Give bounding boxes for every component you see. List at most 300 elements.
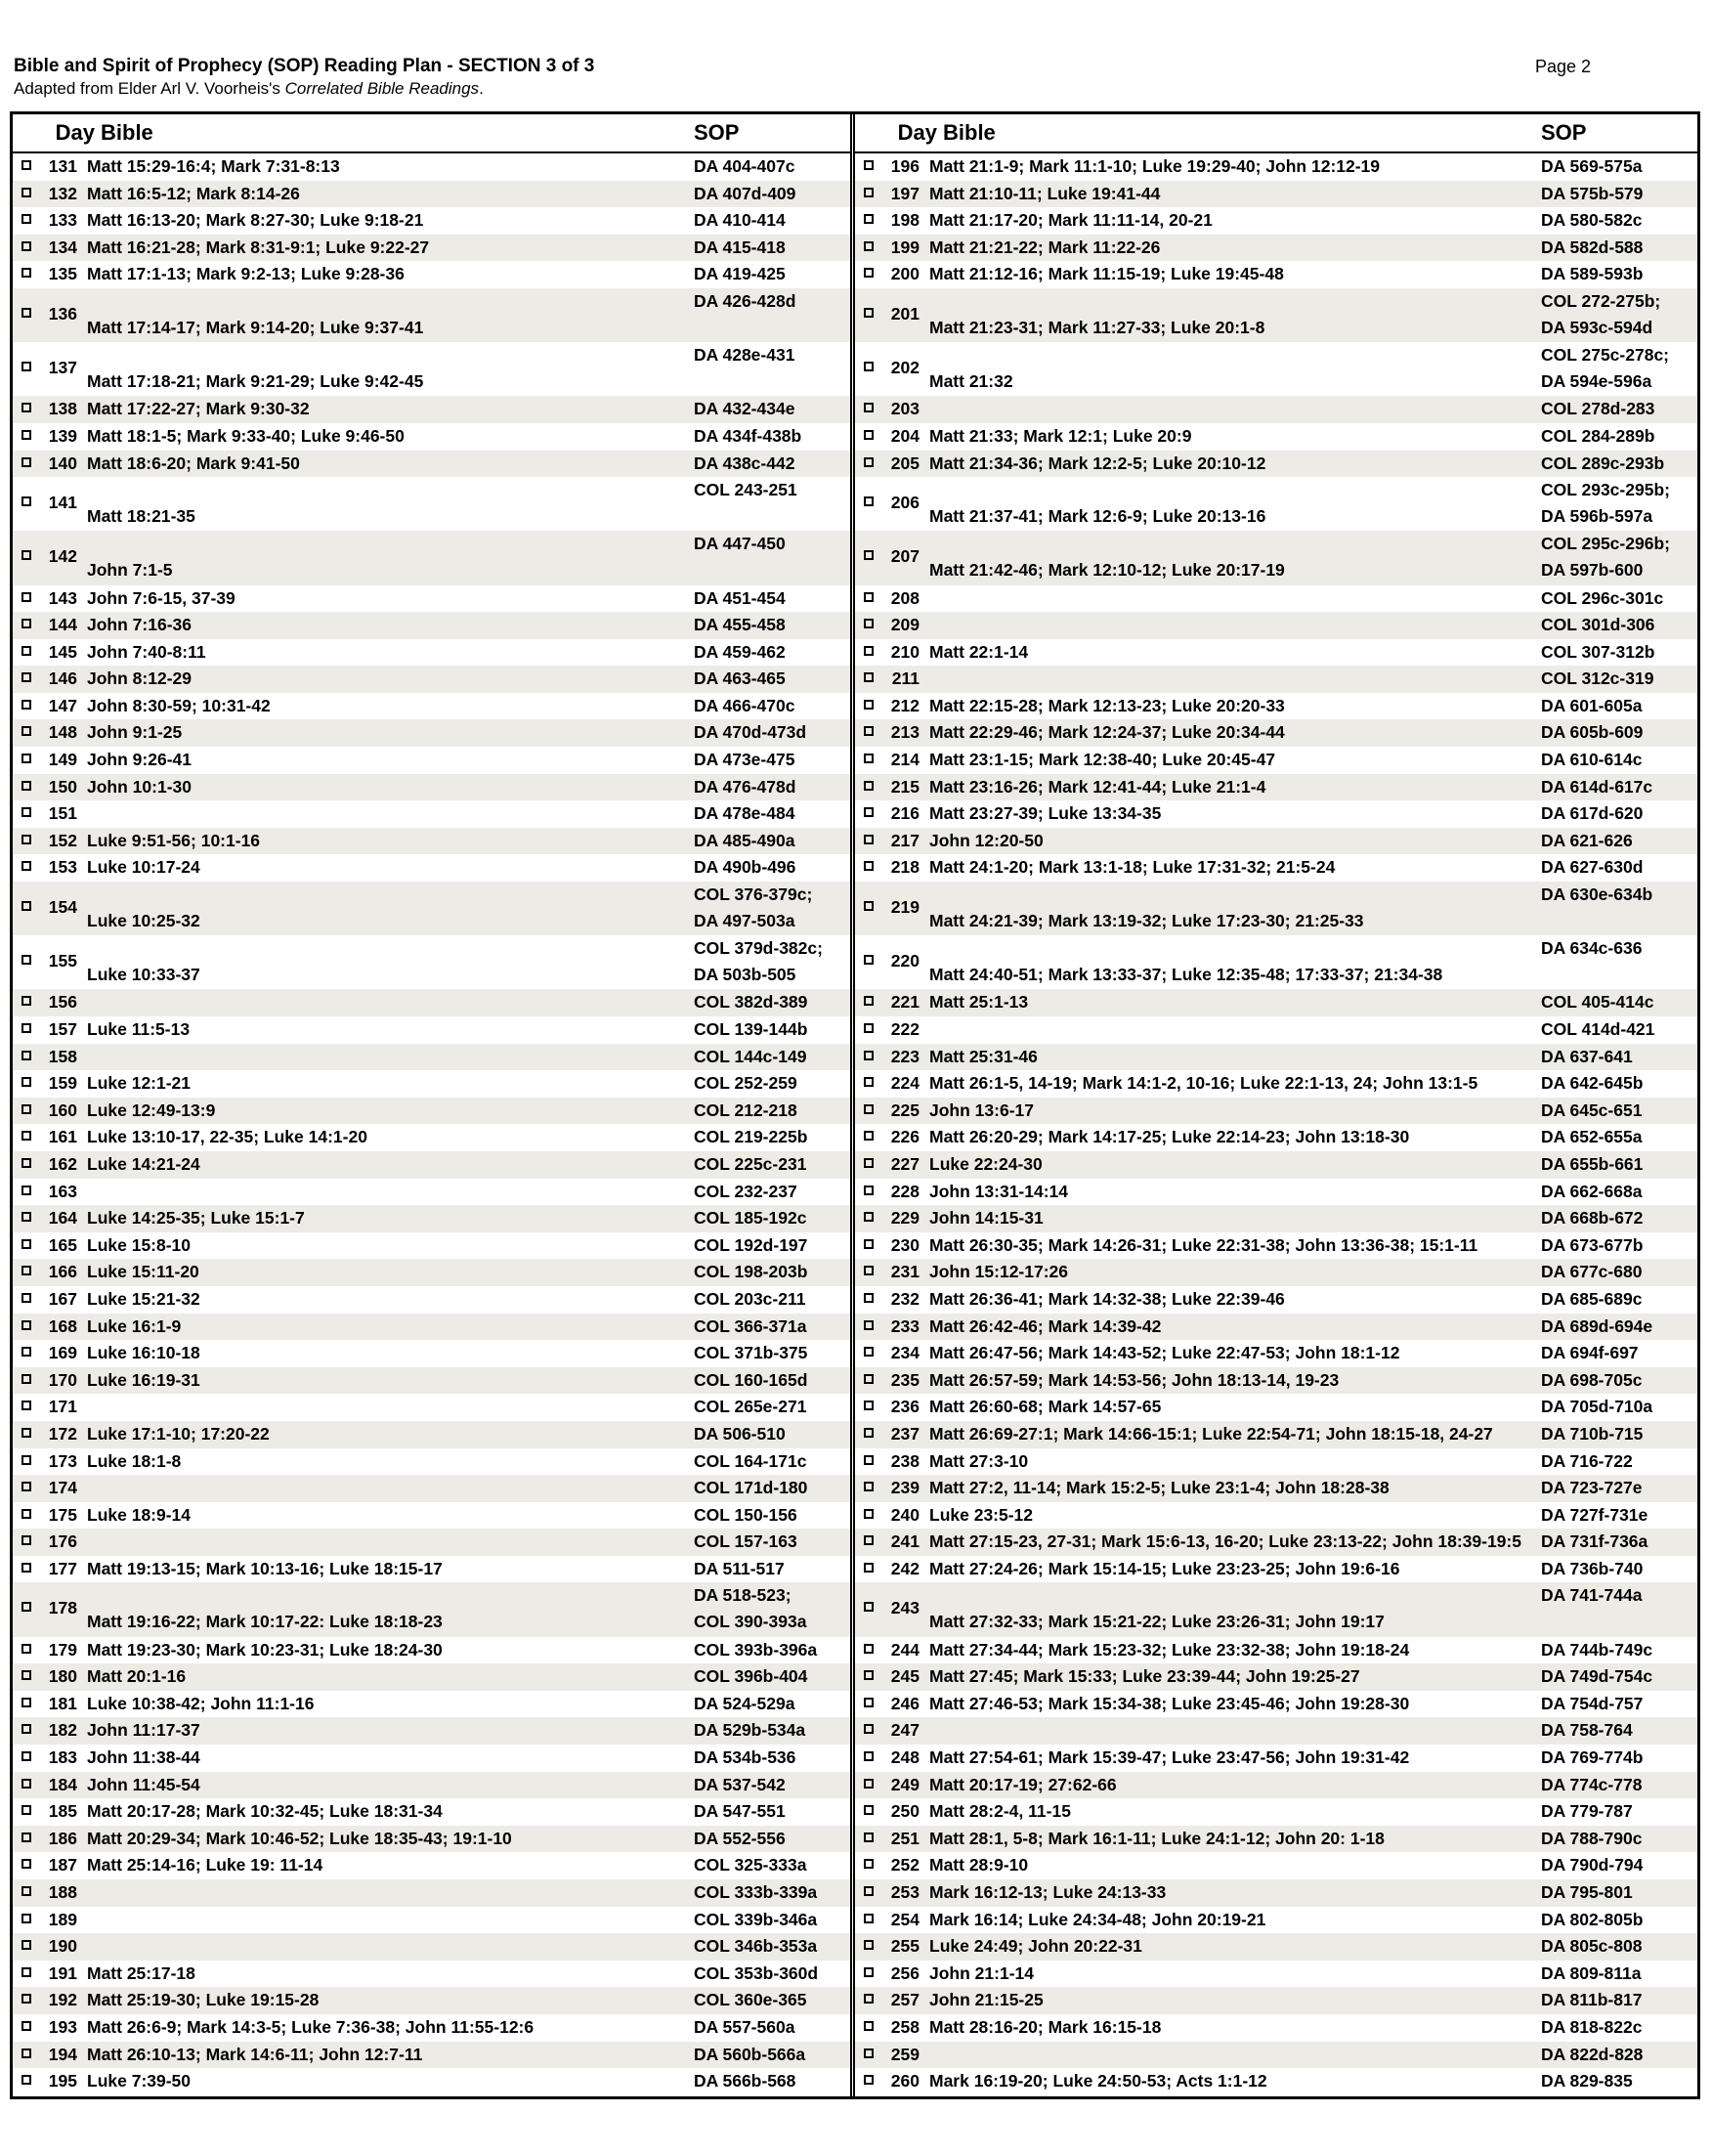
checkbox[interactable] bbox=[13, 1286, 38, 1314]
checkbox[interactable] bbox=[855, 1340, 880, 1367]
day-number: 154 bbox=[48, 897, 77, 918]
checkbox[interactable] bbox=[855, 2068, 880, 2095]
bible-reading: Matt 24:40-51; Mark 13:33-37; Luke 12:35-48; 17:33-37; 21:34-38 bbox=[929, 965, 1443, 985]
checkbox-icon bbox=[21, 861, 31, 871]
checkbox[interactable] bbox=[13, 1663, 38, 1691]
checkbox[interactable] bbox=[13, 828, 38, 855]
checkbox[interactable] bbox=[855, 774, 880, 801]
day-number: 219 bbox=[890, 897, 920, 918]
checkbox-icon bbox=[864, 2048, 874, 2058]
sop-reading: COL 414d-421 bbox=[1541, 1019, 1655, 1039]
checkbox-icon bbox=[864, 1455, 874, 1465]
checkbox[interactable] bbox=[855, 719, 880, 747]
day-number: 213 bbox=[890, 722, 920, 743]
checkbox[interactable] bbox=[855, 989, 880, 1016]
sop-reading: COL 382d-389 bbox=[694, 992, 808, 1013]
checkbox-icon bbox=[21, 1833, 31, 1842]
checkbox[interactable] bbox=[855, 1044, 880, 1071]
checkbox[interactable] bbox=[855, 477, 880, 531]
day-number: 252 bbox=[890, 1855, 920, 1876]
checkbox[interactable] bbox=[13, 451, 38, 478]
checkbox[interactable] bbox=[13, 666, 38, 693]
checkbox[interactable] bbox=[13, 1179, 38, 1206]
checkbox[interactable] bbox=[13, 1070, 38, 1098]
checkbox-icon bbox=[864, 241, 874, 251]
checkbox-icon bbox=[864, 2075, 874, 2085]
table-row bbox=[13, 1745, 850, 1772]
day-number: 200 bbox=[890, 264, 920, 284]
checkbox[interactable] bbox=[855, 342, 880, 396]
checkbox-icon bbox=[21, 1535, 31, 1545]
checkbox[interactable] bbox=[855, 1151, 880, 1179]
checkbox[interactable] bbox=[13, 1340, 38, 1367]
checkbox-icon bbox=[21, 1347, 31, 1357]
checkbox-icon bbox=[21, 2021, 31, 2031]
checkbox[interactable] bbox=[13, 1907, 38, 1934]
sop-reading: COL 203c-211 bbox=[694, 1288, 806, 1309]
right-column bbox=[855, 114, 1697, 2096]
checkbox[interactable] bbox=[13, 235, 38, 262]
checkbox[interactable] bbox=[13, 1933, 38, 1961]
checkbox[interactable] bbox=[13, 612, 38, 639]
table-row bbox=[13, 1044, 850, 1071]
checkbox[interactable] bbox=[13, 2068, 38, 2095]
checkbox[interactable] bbox=[855, 666, 880, 693]
checkbox[interactable] bbox=[855, 1098, 880, 1125]
checkbox[interactable] bbox=[13, 423, 38, 451]
table-row bbox=[855, 288, 1697, 342]
table-row bbox=[855, 585, 1697, 613]
table-row bbox=[855, 2068, 1697, 2095]
day-number: 135 bbox=[48, 264, 77, 284]
day-number: 151 bbox=[48, 803, 77, 824]
checkbox[interactable] bbox=[13, 1232, 38, 1260]
checkbox[interactable] bbox=[855, 1367, 880, 1395]
checkbox[interactable] bbox=[13, 1826, 38, 1853]
checkbox[interactable] bbox=[855, 1772, 880, 1799]
sop-reading: DA 447-450 bbox=[694, 534, 786, 554]
checkbox[interactable] bbox=[855, 1852, 880, 1879]
bible-reading: Matt 22:1-14 bbox=[929, 641, 1029, 662]
checkbox[interactable] bbox=[13, 181, 38, 208]
sop-reading: DA 485-490a bbox=[694, 830, 795, 850]
checkbox[interactable] bbox=[13, 1717, 38, 1745]
day-number: 208 bbox=[890, 587, 920, 608]
sop-reading: COL 284-289b bbox=[1541, 425, 1655, 446]
checkbox-icon bbox=[864, 457, 874, 467]
checkbox-icon bbox=[21, 1023, 31, 1033]
checkbox[interactable] bbox=[13, 1314, 38, 1341]
checkbox[interactable] bbox=[855, 2042, 880, 2069]
sop-reading: COL 198-203b bbox=[694, 1262, 808, 1282]
checkbox[interactable] bbox=[855, 1582, 880, 1636]
checkbox[interactable] bbox=[13, 1556, 38, 1583]
checkbox-icon bbox=[21, 1914, 31, 1923]
table-row bbox=[855, 1044, 1697, 1071]
day-number: 211 bbox=[891, 668, 920, 689]
checkbox[interactable] bbox=[855, 1016, 880, 1044]
day-number: 173 bbox=[48, 1450, 77, 1471]
bible-reading: Matt 24:1-20; Mark 13:1-18; Luke 17:31-32; 21:5-24 bbox=[929, 857, 1336, 878]
sop-reading: DA 463-465 bbox=[694, 668, 786, 689]
table-row bbox=[855, 1340, 1697, 1367]
checkbox[interactable] bbox=[13, 1582, 38, 1636]
table-row bbox=[855, 1070, 1697, 1098]
table-row bbox=[13, 1961, 850, 1988]
checkbox[interactable] bbox=[855, 423, 880, 451]
checkbox[interactable] bbox=[855, 1637, 880, 1664]
table-row bbox=[13, 1987, 850, 2014]
bible-reading bbox=[87, 1394, 694, 1421]
checkbox[interactable] bbox=[13, 1798, 38, 1826]
day-number: 165 bbox=[48, 1234, 77, 1255]
sop-header: SOP bbox=[694, 120, 740, 145]
day-number: 258 bbox=[890, 2016, 920, 2037]
checkbox-icon bbox=[21, 726, 31, 736]
checkbox-icon bbox=[21, 268, 31, 278]
sop-reading: DA 426-428d bbox=[694, 290, 796, 311]
checkbox-icon bbox=[864, 726, 874, 736]
day-number: 198 bbox=[890, 210, 920, 231]
table-row bbox=[13, 235, 850, 262]
day-number: 218 bbox=[890, 857, 920, 878]
checkbox[interactable] bbox=[855, 235, 880, 262]
checkbox[interactable] bbox=[13, 396, 38, 423]
day-number: 183 bbox=[48, 1747, 77, 1768]
checkbox[interactable] bbox=[855, 1259, 880, 1286]
checkbox[interactable] bbox=[855, 828, 880, 855]
checkbox[interactable] bbox=[855, 1691, 880, 1718]
bible-reading: Luke 12:1-21 bbox=[87, 1073, 192, 1094]
table-row bbox=[13, 1098, 850, 1125]
checkbox[interactable] bbox=[855, 1556, 880, 1583]
checkbox[interactable] bbox=[855, 935, 880, 989]
checkbox[interactable] bbox=[13, 585, 38, 613]
sop-reading: DA 627-630d bbox=[1541, 857, 1644, 878]
checkbox[interactable] bbox=[13, 1259, 38, 1286]
checkbox[interactable] bbox=[13, 1745, 38, 1772]
checkbox[interactable] bbox=[13, 1421, 38, 1448]
bible-reading: Matt 27:32-33; Mark 15:21-22; Luke 23:26-31; John 19:17 bbox=[929, 1612, 1385, 1632]
checkbox[interactable] bbox=[13, 1961, 38, 1988]
day-number: 146 bbox=[48, 668, 77, 689]
table-row bbox=[855, 1582, 1697, 1636]
checkbox[interactable] bbox=[855, 1314, 880, 1341]
checkbox[interactable] bbox=[855, 800, 880, 828]
table-row bbox=[855, 935, 1697, 989]
bible-reading: Matt 26:20-29; Mark 14:17-25; Luke 22:14-23; John 13:18-30 bbox=[929, 1127, 1410, 1147]
checkbox[interactable] bbox=[855, 693, 880, 720]
checkbox-icon bbox=[21, 1104, 31, 1114]
checkbox-icon bbox=[864, 1859, 874, 1869]
table-row bbox=[13, 1663, 850, 1691]
bible-reading: Matt 27:54-61; Mark 15:39-47; Luke 23:47-56; John 19:31-42 bbox=[929, 1747, 1410, 1768]
bible-reading: Matt 21:34-36; Mark 12:2-5; Luke 20:10-12 bbox=[929, 453, 1266, 473]
bible-reading: Matt 27:3-10 bbox=[929, 1450, 1029, 1471]
sop-reading: DA 774c-778 bbox=[1541, 1774, 1643, 1794]
checkbox[interactable] bbox=[13, 1394, 38, 1421]
checkbox[interactable] bbox=[855, 1529, 880, 1556]
sop-reading: DA 673-677b bbox=[1541, 1234, 1644, 1255]
bible-reading: Matt 22:15-28; Mark 12:13-23; Luke 20:20-33 bbox=[929, 695, 1285, 715]
day-number: 243 bbox=[890, 1598, 920, 1618]
sop-reading: DA 645c-651 bbox=[1541, 1100, 1643, 1120]
bible-reading: Luke 13:10-17, 22-35; Luke 14:1-20 bbox=[87, 1127, 367, 1147]
checkbox[interactable] bbox=[855, 396, 880, 423]
checkbox[interactable] bbox=[855, 1826, 880, 1853]
day-number: 133 bbox=[48, 210, 77, 231]
day-number: 197 bbox=[890, 183, 920, 203]
table-row bbox=[855, 1798, 1697, 1826]
table-row bbox=[13, 1448, 850, 1476]
checkbox[interactable] bbox=[13, 1691, 38, 1718]
checkbox-icon bbox=[21, 1455, 31, 1465]
day-number: 225 bbox=[890, 1100, 920, 1120]
day-number: 159 bbox=[48, 1073, 77, 1094]
checkbox[interactable] bbox=[855, 882, 880, 935]
sop-reading: DA 529b-534a bbox=[694, 1720, 806, 1741]
checkbox[interactable] bbox=[13, 989, 38, 1016]
sop-reading: DA 818-822c bbox=[1541, 2016, 1643, 2037]
bible-reading: John 7:1-5 bbox=[87, 560, 173, 581]
checkbox[interactable] bbox=[855, 531, 880, 584]
checkbox[interactable] bbox=[855, 1717, 880, 1745]
sop-reading: COL 243-251 bbox=[694, 480, 797, 500]
checkbox[interactable] bbox=[855, 181, 880, 208]
reading-plan-table bbox=[10, 111, 1700, 2099]
sop-reading: COL 225c-231 bbox=[694, 1153, 807, 1174]
checkbox[interactable] bbox=[855, 1232, 880, 1260]
checkbox-icon bbox=[21, 241, 31, 251]
checkbox-icon bbox=[21, 754, 31, 763]
table-row bbox=[13, 531, 850, 584]
checkbox[interactable] bbox=[13, 882, 38, 935]
checkbox[interactable] bbox=[855, 1502, 880, 1530]
bible-reading: Luke 18:1-8 bbox=[87, 1450, 182, 1471]
sop-reading: COL 405-414c bbox=[1541, 992, 1654, 1013]
sop-reading: DA 601-605a bbox=[1541, 695, 1643, 715]
checkbox-icon bbox=[21, 457, 31, 467]
checkbox[interactable] bbox=[855, 1745, 880, 1772]
checkbox[interactable] bbox=[13, 639, 38, 667]
bible-reading: Mark 16:14; Luke 24:34-48; John 20:19-21 bbox=[929, 1909, 1266, 1929]
checkbox[interactable] bbox=[13, 747, 38, 774]
checkbox[interactable] bbox=[855, 1961, 880, 1988]
checkbox[interactable] bbox=[13, 288, 38, 342]
checkbox-icon bbox=[21, 901, 31, 911]
bible-reading: Matt 28:9-10 bbox=[929, 1855, 1029, 1876]
checkbox[interactable] bbox=[855, 153, 880, 181]
checkbox-icon bbox=[864, 1940, 874, 1950]
checkbox[interactable] bbox=[855, 1475, 880, 1502]
day-number: 179 bbox=[48, 1639, 77, 1660]
day-number: 134 bbox=[48, 237, 77, 257]
checkbox[interactable] bbox=[13, 1098, 38, 1125]
checkbox[interactable] bbox=[855, 612, 880, 639]
table-row bbox=[855, 1961, 1697, 1988]
bible-reading bbox=[929, 585, 1541, 613]
checkbox-icon bbox=[21, 1509, 31, 1519]
checkbox[interactable] bbox=[855, 1448, 880, 1476]
checkbox[interactable] bbox=[855, 1663, 880, 1691]
table-row bbox=[13, 1286, 850, 1314]
table-row bbox=[13, 1314, 850, 1341]
table-row bbox=[855, 1016, 1697, 1044]
document-title: Bible and Spirit of Prophecy (SOP) Reading Plan - SECTION 3 of 3 bbox=[14, 56, 595, 76]
table-row bbox=[855, 1205, 1697, 1232]
checkbox[interactable] bbox=[13, 719, 38, 747]
table-row bbox=[13, 207, 850, 235]
day-number: 201 bbox=[890, 303, 920, 323]
checkbox[interactable] bbox=[855, 1394, 880, 1421]
checkbox[interactable] bbox=[13, 774, 38, 801]
checkbox-icon bbox=[21, 781, 31, 791]
checkbox[interactable] bbox=[13, 1044, 38, 1071]
checkbox-icon bbox=[21, 700, 31, 710]
table-row bbox=[855, 1421, 1697, 1448]
checkbox[interactable] bbox=[13, 1852, 38, 1879]
bible-reading: John 21:15-25 bbox=[929, 1990, 1044, 2010]
checkbox[interactable] bbox=[855, 1421, 880, 1448]
day-number: 255 bbox=[890, 1936, 920, 1957]
checkbox[interactable] bbox=[13, 800, 38, 828]
checkbox[interactable] bbox=[855, 1907, 880, 1934]
sop-reading: DA 506-510 bbox=[694, 1423, 786, 1444]
sop-reading: DA 716-722 bbox=[1541, 1450, 1633, 1471]
sop-reading: COL 192d-197 bbox=[694, 1234, 808, 1255]
checkbox[interactable] bbox=[13, 207, 38, 235]
checkbox[interactable] bbox=[855, 854, 880, 882]
bible-reading bbox=[87, 1529, 694, 1556]
day-number: 162 bbox=[48, 1153, 77, 1174]
bible-reading: Matt 27:2, 11-14; Mark 15:2-5; Luke 23:1-4; John 18:28-38 bbox=[929, 1478, 1390, 1498]
checkbox[interactable] bbox=[13, 1205, 38, 1232]
checkbox-icon bbox=[21, 1994, 31, 2004]
sop-reading: COL 160-165d bbox=[694, 1369, 808, 1390]
sop-reading: DA 655b-661 bbox=[1541, 1153, 1644, 1174]
checkbox-icon bbox=[864, 1994, 874, 2004]
checkbox[interactable] bbox=[855, 288, 880, 342]
checkbox[interactable] bbox=[855, 2014, 880, 2042]
sop-reading: COL 144c-149 bbox=[694, 1046, 807, 1066]
checkbox[interactable] bbox=[855, 639, 880, 667]
checkbox[interactable] bbox=[13, 2042, 38, 2069]
checkbox[interactable] bbox=[13, 1772, 38, 1799]
checkbox[interactable] bbox=[855, 261, 880, 288]
checkbox[interactable] bbox=[13, 531, 38, 584]
bible-reading: John 11:17-37 bbox=[87, 1720, 200, 1741]
checkbox[interactable] bbox=[13, 1151, 38, 1179]
bible-reading: John 11:45-54 bbox=[87, 1774, 200, 1794]
checkbox[interactable] bbox=[13, 153, 38, 181]
checkbox-icon bbox=[21, 188, 31, 197]
table-row bbox=[855, 1717, 1697, 1745]
checkbox-icon bbox=[864, 214, 874, 224]
checkbox[interactable] bbox=[855, 1987, 880, 2014]
table-row bbox=[13, 1070, 850, 1098]
checkbox[interactable] bbox=[855, 1798, 880, 1826]
checkbox[interactable] bbox=[855, 747, 880, 774]
checkbox[interactable] bbox=[13, 1637, 38, 1664]
checkbox[interactable] bbox=[855, 1933, 880, 1961]
checkbox[interactable] bbox=[13, 1475, 38, 1502]
sop-reading: COL 376-379c; DA 497-503a bbox=[694, 884, 813, 931]
day-number: 207 bbox=[890, 546, 920, 567]
sop-reading: COL 312c-319 bbox=[1541, 668, 1654, 689]
checkbox[interactable] bbox=[13, 261, 38, 288]
checkbox-icon bbox=[864, 672, 874, 682]
checkbox-icon bbox=[864, 268, 874, 278]
bible-reading: Luke 11:5-13 bbox=[87, 1019, 191, 1039]
bible-reading: Matt 21:17-20; Mark 11:11-14, 20-21 bbox=[929, 210, 1213, 231]
checkbox[interactable] bbox=[855, 1205, 880, 1232]
table-row bbox=[13, 2068, 850, 2095]
bible-reading: Matt 15:29-16:4; Mark 7:31-8:13 bbox=[87, 156, 340, 176]
checkbox[interactable] bbox=[13, 342, 38, 396]
checkbox[interactable] bbox=[13, 477, 38, 531]
checkbox[interactable] bbox=[13, 2014, 38, 2042]
sop-reading: COL 339b-346a bbox=[694, 1909, 818, 1929]
bible-reading: Matt 22:29-46; Mark 12:24-37; Luke 20:34-44 bbox=[929, 722, 1285, 743]
checkbox[interactable] bbox=[13, 1448, 38, 1476]
subtitle-prefix: Adapted from Elder Arl V. Voorheis's bbox=[14, 79, 285, 98]
checkbox[interactable] bbox=[13, 1367, 38, 1395]
day-number: 190 bbox=[48, 1936, 77, 1957]
day-number: 156 bbox=[48, 992, 77, 1013]
day-number: 196 bbox=[890, 156, 920, 176]
checkbox[interactable] bbox=[855, 1179, 880, 1206]
checkbox-icon bbox=[864, 1051, 874, 1060]
checkbox[interactable] bbox=[13, 1016, 38, 1044]
checkbox[interactable] bbox=[855, 207, 880, 235]
checkbox[interactable] bbox=[855, 1286, 880, 1314]
checkbox[interactable] bbox=[13, 935, 38, 989]
bible-reading: Matt 25:31-46 bbox=[929, 1046, 1038, 1066]
checkbox[interactable] bbox=[13, 1879, 38, 1907]
bible-reading: Matt 21:37-41; Mark 12:6-9; Luke 20:13-16 bbox=[929, 506, 1266, 527]
day-number: 248 bbox=[890, 1747, 920, 1768]
checkbox[interactable] bbox=[13, 693, 38, 720]
checkbox[interactable] bbox=[13, 1529, 38, 1556]
table-row bbox=[13, 854, 850, 882]
table-row bbox=[13, 2042, 850, 2069]
bible-reading: Matt 23:27-39; Luke 13:34-35 bbox=[929, 803, 1162, 824]
checkbox[interactable] bbox=[13, 1124, 38, 1151]
checkbox[interactable] bbox=[13, 1502, 38, 1530]
day-number: 246 bbox=[890, 1693, 920, 1713]
bible-reading bbox=[929, 1016, 1541, 1044]
day-number: 170 bbox=[48, 1369, 77, 1390]
table-row bbox=[13, 1798, 850, 1826]
checkbox[interactable] bbox=[855, 1124, 880, 1151]
checkbox[interactable] bbox=[855, 1070, 880, 1098]
day-number: 199 bbox=[890, 237, 920, 257]
bible-reading: Luke 15:8-10 bbox=[87, 1234, 192, 1255]
checkbox[interactable] bbox=[13, 854, 38, 882]
checkbox[interactable] bbox=[13, 1987, 38, 2014]
checkbox-icon bbox=[864, 430, 874, 440]
day-number: 187 bbox=[48, 1855, 77, 1876]
sop-reading: DA 466-470c bbox=[694, 695, 795, 715]
checkbox-icon bbox=[864, 1239, 874, 1249]
bible-reading: Luke 16:10-18 bbox=[87, 1343, 200, 1363]
day-number: 148 bbox=[48, 722, 77, 743]
checkbox[interactable] bbox=[855, 1879, 880, 1907]
sop-reading: DA 407d-409 bbox=[694, 183, 796, 203]
checkbox[interactable] bbox=[855, 451, 880, 478]
sop-reading: COL 232-237 bbox=[694, 1181, 797, 1201]
checkbox[interactable] bbox=[855, 585, 880, 613]
